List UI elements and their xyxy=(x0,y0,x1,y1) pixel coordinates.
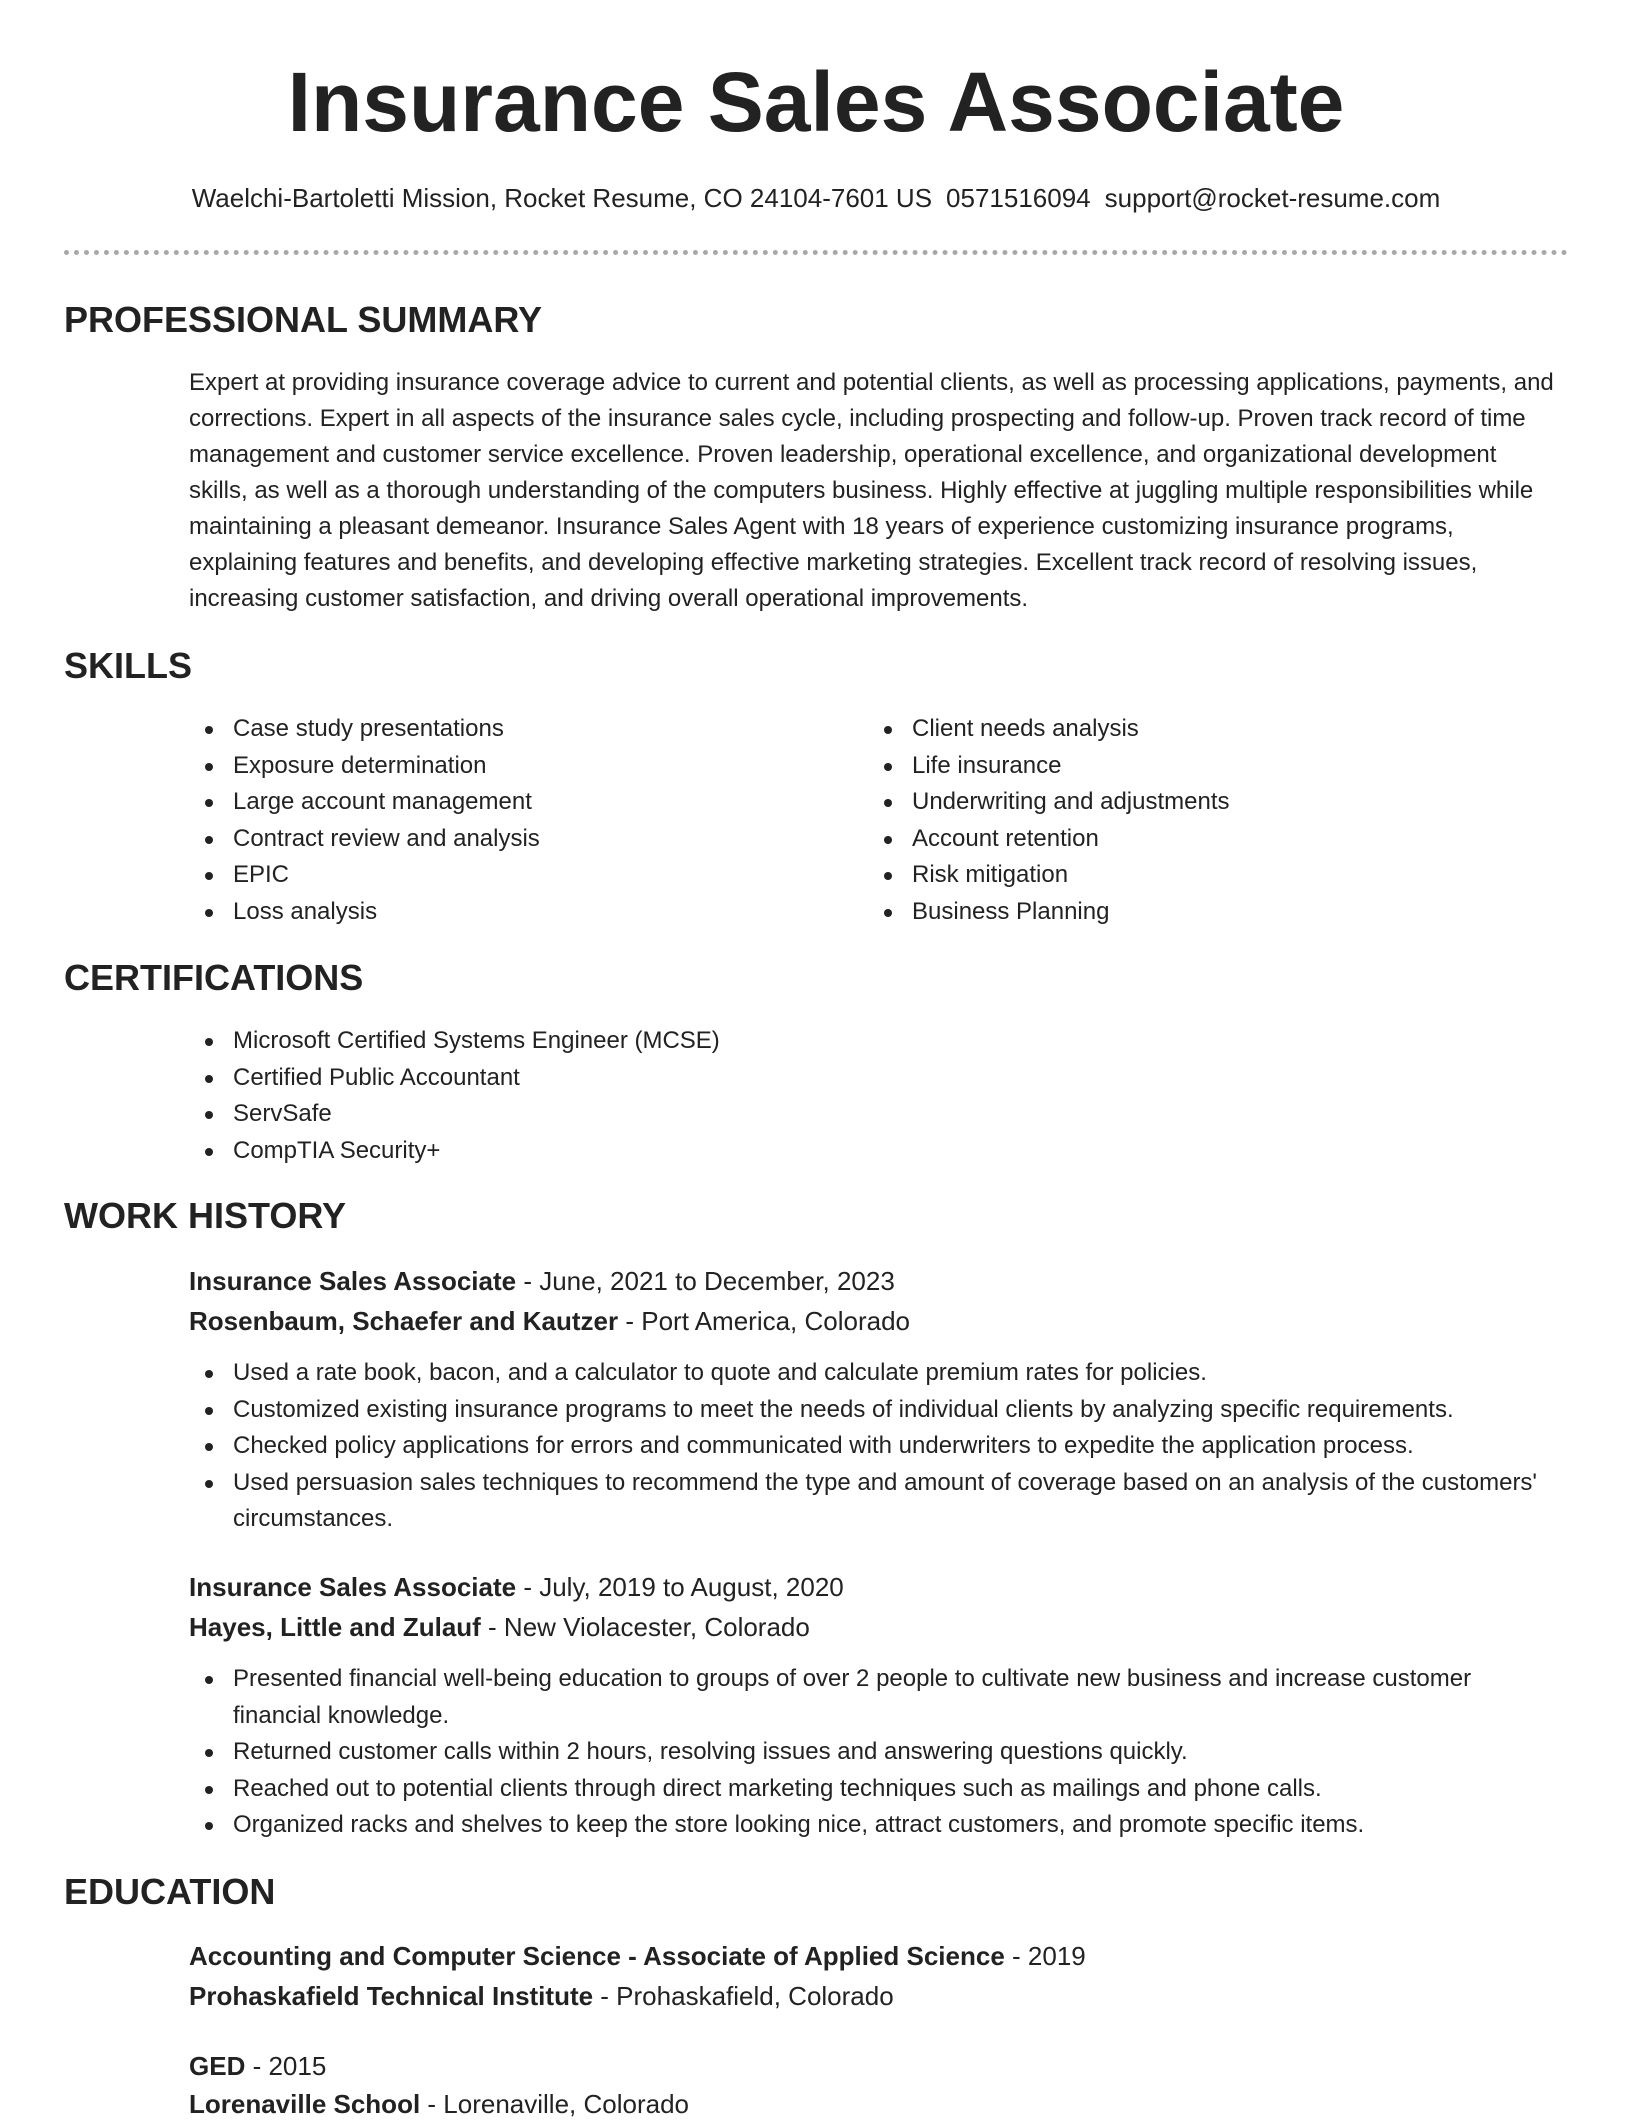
list-item: Client needs analysis xyxy=(868,711,1508,748)
job-1-company: Rosenbaum, Schaefer and Kautzer xyxy=(189,1306,619,1336)
contact-address: Waelchi-Bartoletti Mission, Rocket Resume, CO 24104-7601 US xyxy=(191,183,933,213)
education-heading: EDUCATION xyxy=(64,1871,276,1912)
job-2-location: - New Violacester, Colorado xyxy=(480,1612,810,1642)
contact-phone: 0571516094 xyxy=(946,183,1091,213)
job-2-title-line xyxy=(189,1567,844,1607)
list-item: Used persuasion sales techniques to recommend the type and amount of coverage based on an analysis of the customers' circumstances. xyxy=(189,1465,1559,1538)
list-item: Life insurance xyxy=(868,748,1508,785)
education-1-degree: Accounting and Computer Science - Associate of Applied Science xyxy=(189,1941,1005,1971)
job-1-location: - Port America, Colorado xyxy=(618,1306,911,1336)
work-history-heading: WORK HISTORY xyxy=(64,1195,347,1236)
education-1-year: - 2019 xyxy=(1004,1941,1086,1971)
list-item: Loss analysis xyxy=(189,894,829,931)
job-2-position: Insurance Sales Associate xyxy=(189,1572,517,1602)
list-item: Presented financial well-being education to groups of over 2 people to cultivate new business and increase customer financial knowledge. xyxy=(189,1661,1559,1734)
list-item: Underwriting and adjustments xyxy=(868,784,1508,821)
list-item: Microsoft Certified Systems Engineer (MCSE) xyxy=(189,1023,1559,1060)
list-item: Case study presentations xyxy=(189,711,829,748)
list-item: Account retention xyxy=(868,821,1508,858)
list-item: Used a rate book, bacon, and a calculator to quote and calculate premium rates for policies. xyxy=(189,1355,1559,1392)
job-2-dates: - July, 2019 to August, 2020 xyxy=(516,1572,844,1602)
certifications-heading: CERTIFICATIONS xyxy=(64,957,364,998)
contact-line xyxy=(0,180,1632,216)
education-2-degree-line xyxy=(189,2046,326,2086)
education-1-school: Prohaskafield Technical Institute xyxy=(189,1981,594,2011)
list-item: Checked policy applications for errors and communicated with underwriters to expedite the application process. xyxy=(189,1428,1559,1465)
job-1-dates: - June, 2021 to December, 2023 xyxy=(516,1266,895,1296)
list-item: Returned customer calls within 2 hours, resolving issues and answering questions quickly. xyxy=(189,1734,1559,1771)
list-item: Exposure determination xyxy=(189,748,829,785)
education-1-location: - Prohaskafield, Colorado xyxy=(593,1981,894,2011)
header-divider xyxy=(64,250,1568,255)
list-item: Reached out to potential clients through direct marketing techniques such as mailings and phone calls. xyxy=(189,1771,1559,1808)
list-item: Large account management xyxy=(189,784,829,821)
education-2-school: Lorenaville School xyxy=(189,2089,421,2119)
skills-list-right xyxy=(868,711,1508,930)
summary-heading: PROFESSIONAL SUMMARY xyxy=(64,299,543,340)
list-item: Contract review and analysis xyxy=(189,821,829,858)
education-1-school-line xyxy=(189,1976,894,2016)
job-1-company-line xyxy=(189,1301,910,1341)
skills-heading: SKILLS xyxy=(64,645,193,686)
certifications-list xyxy=(189,1023,1559,1169)
education-1-degree-line xyxy=(189,1936,1086,1976)
job-1-bullets xyxy=(189,1355,1559,1538)
job-1-title-line xyxy=(189,1261,895,1301)
job-1-position: Insurance Sales Associate xyxy=(189,1266,517,1296)
list-item: Organized racks and shelves to keep the store looking nice, attract customers, and promote specific items. xyxy=(189,1807,1559,1844)
job-2-company: Hayes, Little and Zulauf xyxy=(189,1612,481,1642)
list-item: Risk mitigation xyxy=(868,857,1508,894)
education-2-location: - Lorenaville, Colorado xyxy=(420,2089,689,2119)
summary-text: Expert at providing insurance coverage advice to current and potential clients, as well as processing applications, payments, and corrections. Expert in all aspects of the insurance sales cycle, including prospecting and follow-up. Proven track record of time management and customer service excellence. Proven leadership, operational excellence, and organizational development skills, as well as a thorough understanding of the computers business. Highly effective at juggling multiple responsibilities while maintaining a pleasant demeanor. Insurance Sales Agent with 18 years of experience customizing insurance programs, explaining features and benefits, and developing effective marketing strategies. Excellent track record of resolving issues, increasing customer satisfaction, and driving overall operational improvements. xyxy=(189,369,1554,612)
education-2-school-line xyxy=(189,2084,689,2124)
list-item: Business Planning xyxy=(868,894,1508,931)
list-item: Certified Public Accountant xyxy=(189,1060,1559,1097)
list-item: EPIC xyxy=(189,857,829,894)
contact-email[interactable]: support@rocket-resume.com xyxy=(1104,183,1441,213)
skills-list-left xyxy=(189,711,829,930)
list-item: Customized existing insurance programs to meet the needs of individual clients by analyzing specific requirements. xyxy=(189,1392,1559,1429)
resume-title: Insurance Sales Associate xyxy=(287,55,1345,149)
job-2-company-line xyxy=(189,1607,810,1647)
list-item: ServSafe xyxy=(189,1096,1559,1133)
education-2-degree: GED xyxy=(189,2051,246,2081)
job-2-bullets xyxy=(189,1661,1559,1844)
list-item: CompTIA Security+ xyxy=(189,1133,1559,1170)
education-2-year: - 2015 xyxy=(245,2051,327,2081)
